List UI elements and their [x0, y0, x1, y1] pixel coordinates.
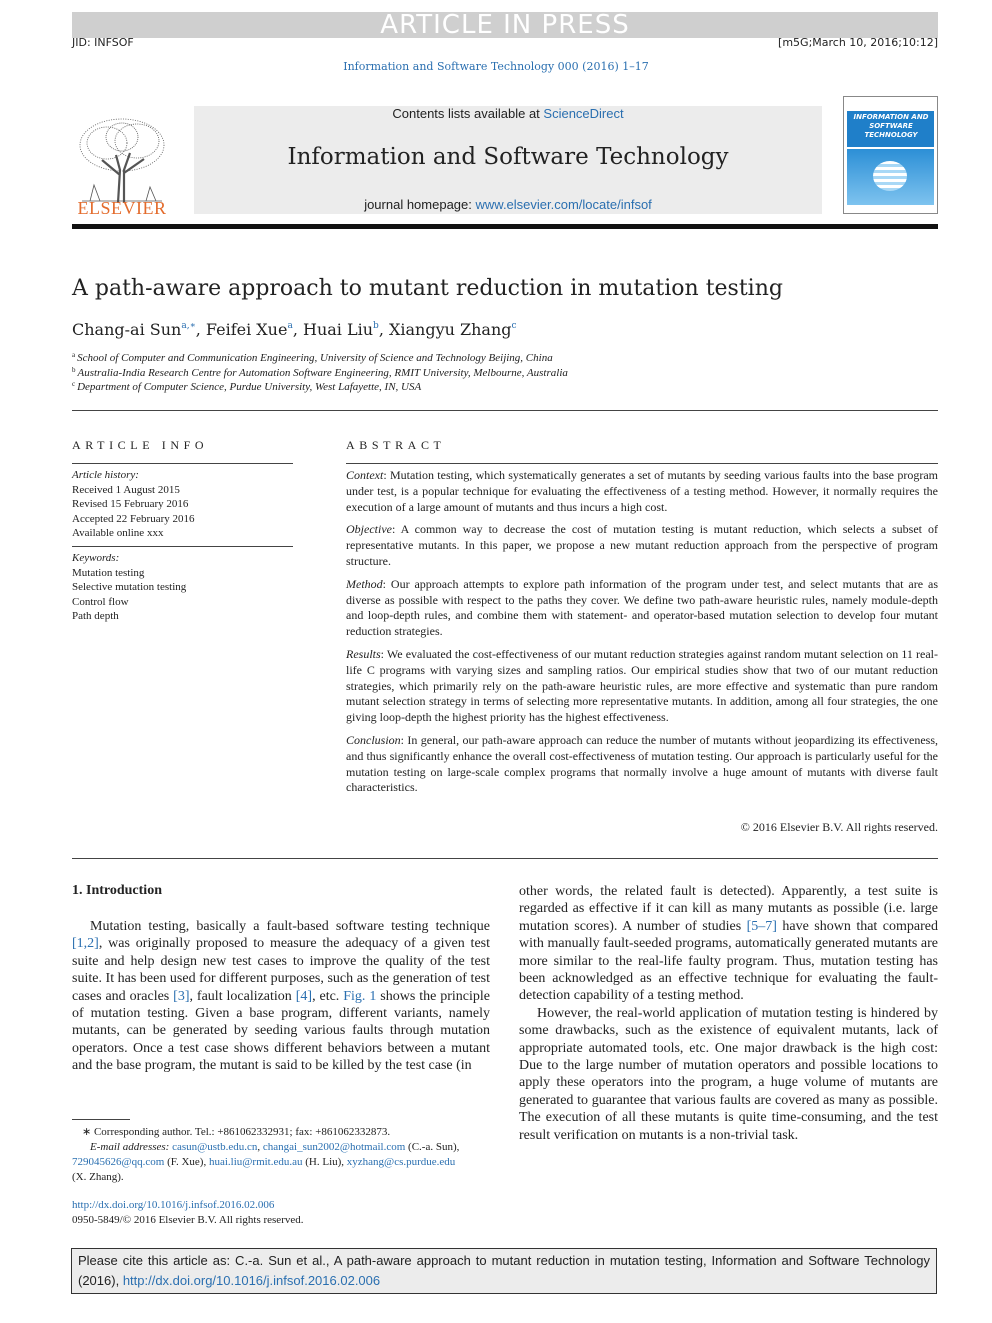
abstract-label: Objective — [346, 522, 392, 537]
section-heading: 1. Introduction — [72, 883, 162, 898]
article-in-press-banner: ARTICLE IN PRESS — [72, 12, 938, 38]
email-link[interactable]: 729045626@qq.com — [72, 1156, 165, 1168]
reference-link[interactable]: [4] — [295, 988, 313, 1004]
citation-text: Please cite this article as: C.-a. Sun et al., A path-aware approach to mutant reduction in mutation testing, Information and Software Technology (2016), — [78, 1253, 930, 1288]
email-sep: (F. Xue), — [164, 1156, 209, 1168]
abstract-paragraph — [346, 468, 938, 515]
keyword: Control flow — [72, 595, 129, 608]
article-history — [72, 468, 293, 541]
history-item: Revised 15 February 2016 — [72, 498, 189, 510]
history-item: Available online xxx — [72, 527, 164, 539]
reference-link[interactable]: [3] — [173, 988, 190, 1004]
author-affiliation-marker[interactable]: b — [373, 321, 379, 331]
email-sep: (H. Liu), — [302, 1156, 347, 1168]
affiliation — [72, 366, 568, 379]
affiliation-marker: a — [72, 351, 76, 359]
keyword: Selective mutation testing — [72, 581, 187, 593]
abstract-text: : We evaluated the cost-effectiveness of our mutant reduction strategies against random mutant selection on 11 real-life C programs with varying sizes and sampling ratios. Our empirical studies show that two of our mutant reduction strategies, which primarily rely on the path-aware heuristic rules, are more effective and systematic than pure random mutant selection strategy in terms of selecting more representative mutants. In addition, among all four strategies, the one giving loop-depth the highest priority has the highest effectiveness. — [346, 646, 938, 725]
body-text: other words, the related fault is detected). Apparently, a test suite is regarded as effective if it can kill as many mutants as possible (i.e. large mutation scores). A number of studies — [519, 884, 938, 934]
journal-title: Information and Software Technology — [287, 144, 729, 170]
footnote-rule — [72, 1119, 130, 1120]
journal-id: JID: INFSOF — [72, 36, 134, 49]
keyword: Path depth — [72, 610, 119, 622]
author-affiliation-marker[interactable]: c — [511, 321, 517, 331]
body-text: , etc. — [312, 988, 344, 1004]
keyword: Mutation testing — [72, 566, 145, 579]
issn-line: 0950-5849/© 2016 Elsevier B.V. All rights reserved. — [72, 1214, 304, 1226]
affiliation — [72, 380, 421, 393]
body-text: , was originally proposed to measure the adequacy of a given test suite and help design new test cases to improve the quality of the test suite. It has been used for different purposes, such as the generation of test cases and oracles — [72, 936, 490, 1004]
article-title: A path-aware approach to mutant reduction in mutation testing — [72, 276, 783, 301]
article-info-heading: ARTICLE INFO — [72, 438, 209, 452]
figure-link[interactable]: Fig. 1 — [343, 988, 377, 1004]
abstract-label: Context — [346, 468, 384, 482]
reference-link[interactable]: [5–7] — [746, 918, 777, 934]
author-separator: , — [378, 320, 389, 339]
abstract-paragraph — [346, 522, 938, 569]
article-info-rule — [72, 463, 293, 464]
contents-prefix: Contents lists available at — [392, 106, 544, 121]
homepage-line — [194, 197, 822, 212]
affiliation-text: School of Computer and Communication Engineering, University of Science and Technology Beijing, China — [77, 352, 553, 364]
abstract-body — [346, 468, 938, 803]
author-separator: , — [195, 320, 206, 339]
sciencedirect-link[interactable]: ScienceDirect — [543, 106, 624, 121]
email-link[interactable]: changai_sun2002@hotmail.com — [262, 1141, 406, 1153]
email-link[interactable]: casun@ustb.edu.cn — [172, 1141, 258, 1153]
email-link[interactable]: huai.liu@rmit.edu.au — [208, 1156, 303, 1168]
citation-box — [71, 1248, 937, 1294]
body-paragraph — [72, 918, 490, 1075]
footnote — [72, 1125, 490, 1185]
abstract-text: : Mutation testing, which systematically generates a set of mutants by seeding various faults into the base program under test, is a popular technique for evaluating the effectiveness of a testing method. However, it normally requires the execution of a large amount of mutants and thus incurs a high cost. — [346, 468, 938, 514]
abstract-label: Results — [346, 646, 381, 661]
keywords — [72, 551, 293, 624]
journal-cover-thumbnail[interactable] — [843, 96, 938, 214]
body-text: Mutation testing, basically a fault-based software testing technique — [90, 919, 490, 934]
keywords-label: Keywords: — [72, 552, 120, 564]
history-item: Accepted 22 February 2016 — [72, 512, 195, 525]
affiliation — [72, 351, 553, 364]
body-paragraph — [519, 883, 938, 1005]
publisher-wordmark: ELSEVIER — [77, 198, 167, 218]
section-rule — [72, 858, 938, 859]
email-last: (X. Zhang). — [72, 1171, 124, 1183]
email-label: E-mail addresses: — [90, 1141, 170, 1153]
typeset-stamp: [m5G;March 10, 2016;10:12] — [778, 36, 938, 49]
email-addresses — [72, 1140, 490, 1155]
body-text: have shown that compared with manually fault-seeded programs, automatically generated mutants are more similar to the real-life faulty program. Thus, mutation testing has been acknowledged as an effective technique for evaluating the fault-detection capability of a testing method. — [519, 918, 938, 1004]
author-list — [72, 320, 517, 339]
abstract-rule — [346, 463, 938, 464]
abstract-paragraph — [346, 647, 938, 726]
author-separator: , — [292, 320, 303, 339]
reference-link[interactable]: [1,2] — [72, 936, 99, 952]
author-name[interactable]: Xiangyu Zhang — [388, 320, 512, 339]
copyright-notice: © 2016 Elsevier B.V. All rights reserved. — [740, 820, 938, 834]
email-sep: , — [257, 1141, 263, 1153]
author-affiliation-marker[interactable]: a — [287, 321, 293, 331]
body-text: shows the principle of mutation testing. Given a base program, different variants, namely mutants, can be generated by seeding various faults through mutation operators. Once a test case shows different behaviors between a mutant and the base program, the mutant is said to be killed by the test case (in — [72, 988, 490, 1074]
abstract-text: : In general, our path-aware approach can reduce the number of mutants without jeopardizing its effectiveness, and thus significantly enhance the overall cost-effectiveness of mutation testing. Our approach is particularly useful for the mutation testing on large-scale complex programs that normally involve a huge amount of mutants with diverse fault characteristics. — [346, 732, 938, 795]
homepage-prefix: journal homepage: — [364, 197, 476, 212]
section-rule — [72, 410, 938, 411]
abstract-label: Conclusion — [346, 732, 401, 747]
body-text: , fault localization — [189, 988, 296, 1004]
body-column-left — [72, 918, 490, 1075]
affiliation-text: Department of Computer Science, Purdue University, West Lafayette, IN, USA — [77, 381, 422, 393]
citation-doi-link[interactable]: http://dx.doi.org/10.1016/j.infsof.2016.02.006 — [122, 1273, 381, 1288]
body-column-right — [519, 883, 938, 1144]
homepage-link[interactable]: www.elsevier.com/locate/infsof — [475, 197, 652, 212]
contents-line — [194, 106, 822, 121]
abstract-heading: ABSTRACT — [346, 438, 446, 452]
abstract-paragraph — [346, 733, 938, 796]
abstract-text: : A common way to decrease the cost of mutation testing is mutant reduction, which selects a subset of representative mutants. In this paper, we propose a new mutant reduction approach from the perspective of program structure. — [346, 522, 938, 568]
article-info-rule — [72, 546, 293, 547]
email-link[interactable]: xyzhang@cs.purdue.edu — [346, 1156, 456, 1168]
abstract-label: Method — [346, 576, 383, 591]
author-name[interactable]: Huai Liu — [303, 320, 374, 339]
affiliation-text: Australia-India Research Centre for Automation Software Engineering, RMIT University, Melbourne, Australia — [77, 367, 568, 379]
body-paragraph: However, the real-world application of mutation testing is hindered by some drawbacks, such as the existence of equivalent mutants, lack of appropriate automated tools, etc. One major drawback is the high cost: Due to the large number of mutation operators and possible locations to apply these operators into the program, a huge volume of mutants are generated to guarantee that various faults are covered as many as possible. The execution of all these mutants is quite time-consuming, and the test result verification on mutants is a non-trivial task. — [519, 1005, 938, 1143]
doi-link[interactable]: http://dx.doi.org/10.1016/j.infsof.2016.02.006 — [72, 1199, 275, 1211]
history-item: Received 1 August 2015 — [72, 483, 180, 496]
affiliation-marker: b — [72, 366, 76, 374]
corresponding-author: ∗ Corresponding author. Tel.: +861062332931; fax: +861062332873. — [82, 1126, 391, 1138]
affiliation-marker: c — [72, 380, 76, 388]
abstract-text: : Our approach attempts to explore path information of the program under test, and select mutants that are as diverse as possible with respect to the paths they cover. We define two path-aware heuristic rules, namely module-depth and loop-depth rules, and combine them with statement- and operator-based mutation selection to develop four mutant reduction strategies. — [346, 576, 938, 639]
author-affiliation-marker[interactable]: a,∗ — [181, 321, 196, 331]
doi-block — [72, 1198, 304, 1228]
history-label: Article history: — [72, 469, 139, 481]
header-rule — [72, 224, 938, 229]
cover-globe-image — [847, 149, 934, 205]
author-name[interactable]: Feifei Xue — [205, 320, 288, 339]
abstract-paragraph — [346, 577, 938, 640]
author-name[interactable]: Chang-ai Sun — [72, 320, 182, 339]
cover-title: INFORMATION AND SOFTWARE TECHNOLOGY — [853, 113, 929, 139]
journal-citation-line[interactable]: Information and Software Technology 000 (2016) 1–17 — [343, 60, 649, 73]
email-sep: (C.-a. Sun), — [405, 1141, 460, 1153]
email-addresses-cont — [72, 1155, 490, 1170]
